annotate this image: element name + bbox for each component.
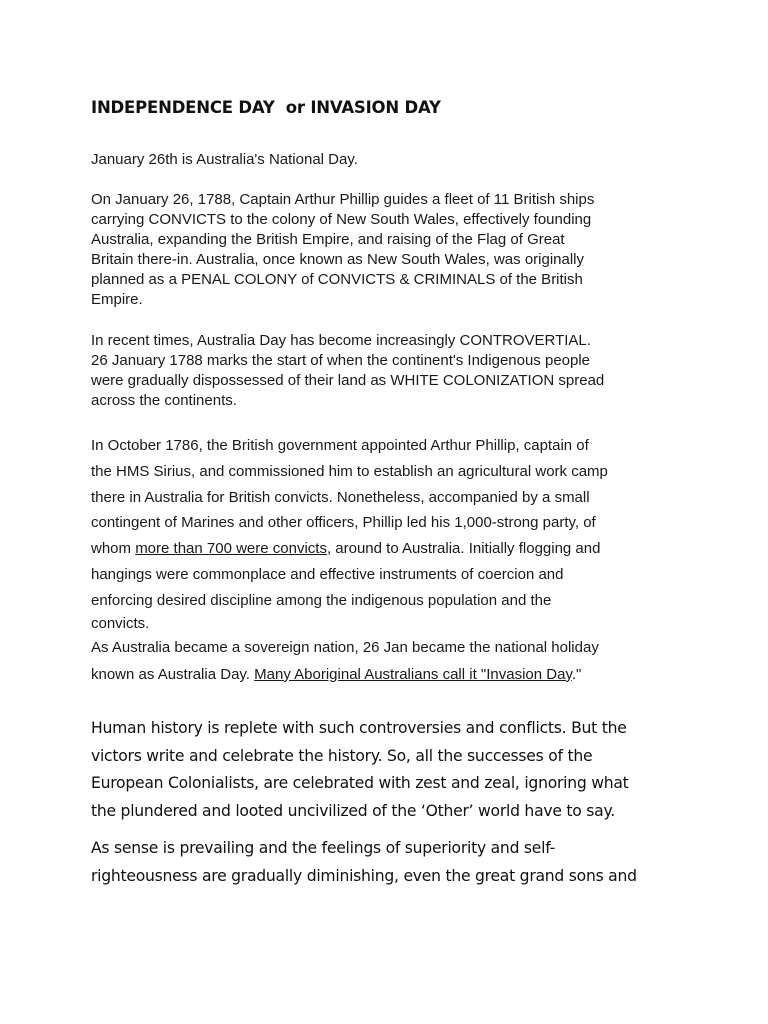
text-line: planned as a PENAL COLONY of CONVICTS & CRIMINALS of the British — [91, 271, 583, 288]
text-line: As Australia became a sovereign nation, 26 Jan became the national holiday — [91, 638, 599, 656]
convicts-link[interactable]: more than 700 were convicts — [135, 540, 327, 558]
text-line: carrying CONVICTS to the colony of New South Wales, effectively founding — [91, 211, 592, 228]
text-fragment: ." — [571, 665, 582, 683]
history-paragraph — [91, 433, 691, 687]
text-line: Australia, expanding the British Empire, and raising of the Flag of Great — [91, 231, 565, 248]
text-line: the HMS Sirius, and commissioned him to establish an agricultural work camp — [91, 462, 608, 480]
text-line: Human history is replete with such controversies and conflicts. But the — [91, 719, 627, 737]
sense-paragraph — [91, 835, 711, 890]
text-fragment: , around to Australia. Initially flogging and — [326, 540, 601, 558]
text-line: Empire. — [91, 291, 143, 308]
text-line: contingent of Marines and other officers, Phillip led his 1,000-strong party, of — [91, 514, 596, 532]
text-line: 26 January 1788 marks the start of when the continent's Indigenous people — [91, 352, 591, 369]
text-line: hangings were commonplace and effective instruments of coercion and — [91, 565, 564, 583]
text-line: In October 1786, the British government appointed Arthur Phillip, captain of — [91, 437, 589, 454]
text-line: enforcing desired discipline among the indigenous population and the — [91, 591, 552, 609]
text-line: the plundered and looted uncivilized of the ‘Other’ world have to say. — [91, 801, 615, 820]
intro-paragraph — [91, 150, 691, 170]
text-fragment: known as Australia Day. — [91, 665, 255, 683]
text-line: convicts. — [91, 614, 150, 632]
text-line: As sense is prevailing and the feelings of superiority and self- — [91, 839, 555, 857]
text-line: On January 26, 1788, Captain Arthur Phillip guides a fleet of 11 British ships — [91, 191, 595, 208]
founding-paragraph — [91, 190, 691, 310]
text-line: were gradually dispossessed of their land as WHITE COLONIZATION spread — [91, 372, 605, 389]
text-line: there in Australia for British convicts. Nonetheless, accompanied by a small — [91, 488, 590, 506]
text-line: righteousness are gradually diminishing, even the great grand sons and — [91, 866, 637, 885]
text-line: across the continents. — [91, 392, 237, 409]
text-line: January 26th is Australia's National Day. — [91, 151, 358, 168]
text-line: Britain there-in. Australia, once known as New South Wales, was originally — [91, 251, 585, 268]
controversy-paragraph — [91, 331, 691, 411]
document-title: INDEPENDENCE DAY or INVASION DAY — [91, 98, 441, 117]
victors-paragraph — [91, 715, 711, 825]
text-line — [91, 536, 691, 562]
text-line: European Colonialists, are celebrated with zest and zeal, ignoring what — [91, 774, 629, 792]
text-line — [91, 662, 691, 688]
text-line: victors write and celebrate the history. So, all the successes of the — [91, 746, 593, 765]
text-fragment: whom — [91, 540, 136, 558]
invasion-day-link[interactable]: Many Aboriginal Australians call it "Invasion Day — [254, 665, 572, 683]
text-line: In recent times, Australia Day has become increasingly CONTROVERTIAL. — [91, 332, 591, 349]
